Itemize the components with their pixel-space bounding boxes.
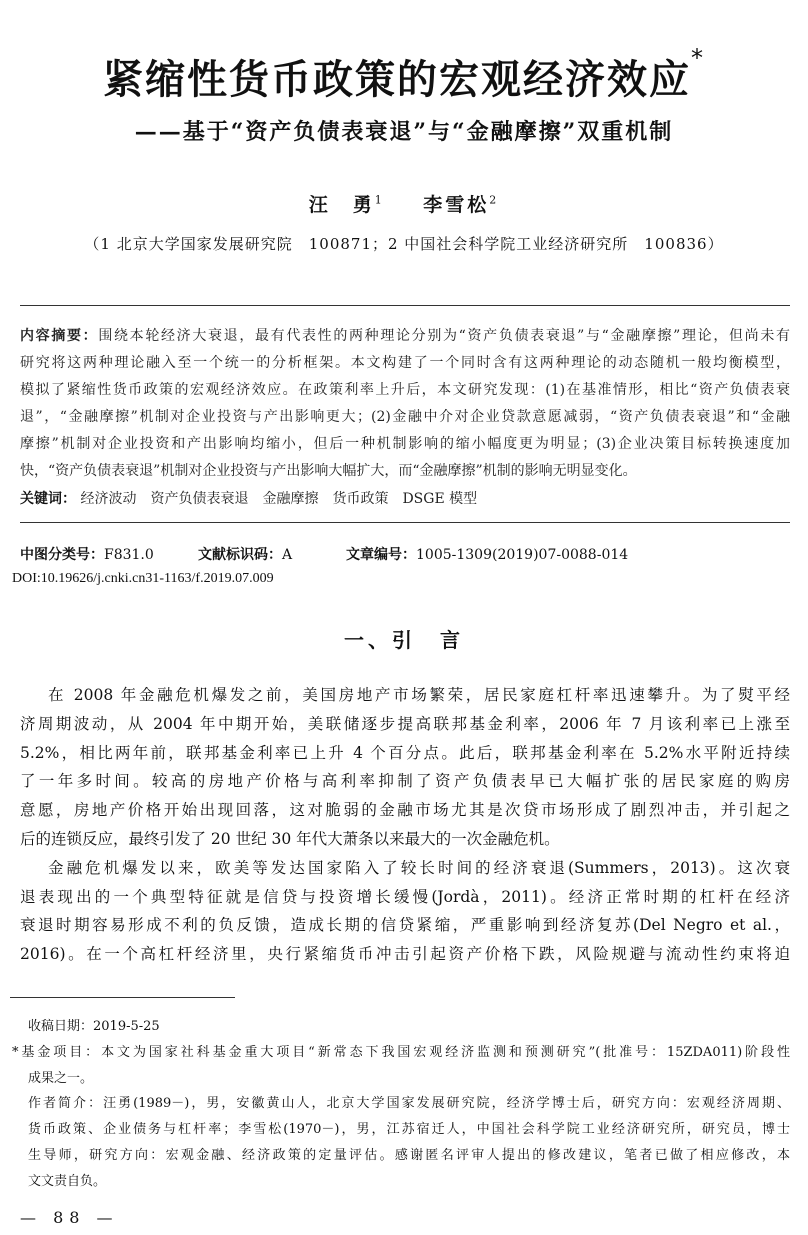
keyword: 资产负债表衰退 (150, 491, 249, 507)
doc-value: A (282, 547, 293, 563)
body-line: 退表现出的一个典型特征就是信贷与投资增长缓慢(Jordà，2011)。经济正常时期的杠杆在经济 (20, 887, 790, 906)
footnote-line: 文文责自负。 (28, 1173, 107, 1189)
clc-label: 中图分类号： (20, 547, 104, 563)
footnote-line: 作者简介：汪勇(1989－)，男，安徽黄山人，北京大学国家发展研究院，经济学博士后，研究方向：宏观经济周期、 (28, 1096, 790, 1112)
keyword: 金融摩擦 (262, 491, 319, 507)
footnote-line: 生导师，研究方向：宏观金融、经济政策的定量评估。感谢匿名评审人提出的修改建议，笔者已做了相应修改，本 (28, 1148, 790, 1163)
clc (20, 544, 154, 564)
abstract-line (20, 322, 790, 350)
body-line: 衰退时期容易形成不利的负反馈，造成长期的信贷紧缩，严重影响到经济复苏(Del Negro et al.， (20, 916, 790, 935)
keyword: 货币政策 (332, 491, 389, 507)
footnote-divider (10, 997, 235, 998)
footnote-line: *基金项目：本文为国家社科基金重大项目“新常态下我国宏观经济监测和预测研究”(批准号：15ZDA011)阶段性 (12, 1044, 790, 1060)
body-line: 济周期波动，从 2004 年中期开始，美联储逐步提高联邦基金利率，2006 年 7 月该利率已上涨至 (20, 714, 790, 733)
article-value: 1005-1309(2019)07-0088-014 (416, 547, 629, 563)
title-footnote-mark: * (691, 44, 705, 72)
author-sup: 2 (489, 193, 500, 207)
affiliation: （1 北京大学国家发展研究院 100871；2 中国社会科学院工业经济研究所 100836） (84, 235, 724, 253)
abstract-line: 摩擦”机制对企业投资和产出影响均缩小，但后一种机制影响的缩小幅度更为明显；(3)企业决策目标转换速度加 (20, 436, 790, 452)
title-text: 紧缩性货币政策的宏观经济效应 (103, 57, 691, 103)
page-number: — 88 — (20, 1208, 119, 1227)
body-line: 了一年多时间。较高的房地产价格与高利率抑制了资产负债表早已大幅扩张的居民家庭的购房 (20, 772, 790, 791)
keyword: DSGE 模型 (402, 491, 478, 507)
author-name: 汪 勇 (308, 194, 375, 216)
paper-subtitle: ——基于“资产负债表衰退”与“金融摩擦”双重机制 (134, 119, 674, 145)
author-name: 李雪松 (423, 194, 490, 216)
section-heading: 一、引 言 (344, 628, 464, 652)
keywords (20, 485, 790, 513)
divider (20, 522, 790, 523)
body-line: 在 2008 年金融危机爆发之前，美国房地产市场繁荣，居民家庭杠杆率迅速攀升。为了熨平经 (48, 686, 790, 704)
abstract-label: 内容摘要： (20, 328, 99, 344)
abstract-line: 退”，“金融摩擦”机制对企业投资与产出影响更大；(2)金融中介对企业贷款意愿减弱，“资产负债表衰退”和“金融 (20, 409, 790, 425)
authors (0, 190, 808, 217)
article-label: 文章编号： (346, 547, 416, 563)
doc-code (198, 544, 292, 564)
footnote-line: 货币政策、企业债务与杠杆率；李雪松(1970－)，男，江苏宿迁人，中国社会科学院工业经济研究所，研究员，博士 (28, 1122, 790, 1138)
body-line: 意愿，房地产价格开始出现回落，这对脆弱的金融市场尤其是次贷市场形成了剧烈冲击，并引起之 (20, 801, 790, 820)
body-line: 2016)。在一个高杠杆经济里，央行紧缩货币冲击引起资产价格下跌，风险规避与流动性约束将迫 (20, 945, 790, 964)
body-line: 金融危机爆发以来，欧美等发达国家陷入了较长时间的经济衰退(Summers，2013)。这次衰 (48, 858, 790, 877)
body-line: 后的连锁反应，最终引发了 20 世纪 30 年代大萧条以来最大的一次金融危机。 (20, 830, 560, 848)
abstract-line: 模拟了紧缩性货币政策的宏观经济效应。在政策利率上升后，本文研究发现：(1)在基准情形，相比“资产负债表衰 (20, 382, 790, 398)
article-number (346, 544, 628, 564)
abstract-line: 快，“资产负债表衰退”机制对企业投资与产出影响大幅扩大，而“金融摩擦”机制的影响无明显变化。 (20, 463, 637, 479)
abstract-text: 围绕本轮经济大衰退，最有代表性的两种理论分别为“资产负债表衰退”与“金融摩擦”理论，但尚未有 (98, 328, 790, 344)
divider (20, 305, 790, 306)
author-sup: 1 (374, 193, 385, 207)
keyword: 经济波动 (80, 491, 137, 507)
body-line: 5.2%，相比两年前，联邦基金利率已上升 4 个百分点。此后，联邦基金利率在 5.2%水平附近持续 (20, 743, 790, 762)
abstract-line: 研究将这两种理论融入至一个统一的分析框架。本文构建了一个同时含有这两种理论的动态随机一般均衡模型， (20, 355, 790, 371)
doc-label: 文献标识码： (198, 547, 282, 563)
clc-value: F831.0 (104, 547, 154, 563)
footnote-line: 收稿日期：2019-5-25 (28, 1019, 160, 1034)
doi: DOI:10.19626/j.cnki.cn31-1163/f.2019.07.009 (12, 571, 274, 586)
paper-title (0, 44, 808, 105)
keywords-label: 关键词： (20, 491, 76, 507)
footnote-line: 成果之一。 (28, 1070, 94, 1086)
